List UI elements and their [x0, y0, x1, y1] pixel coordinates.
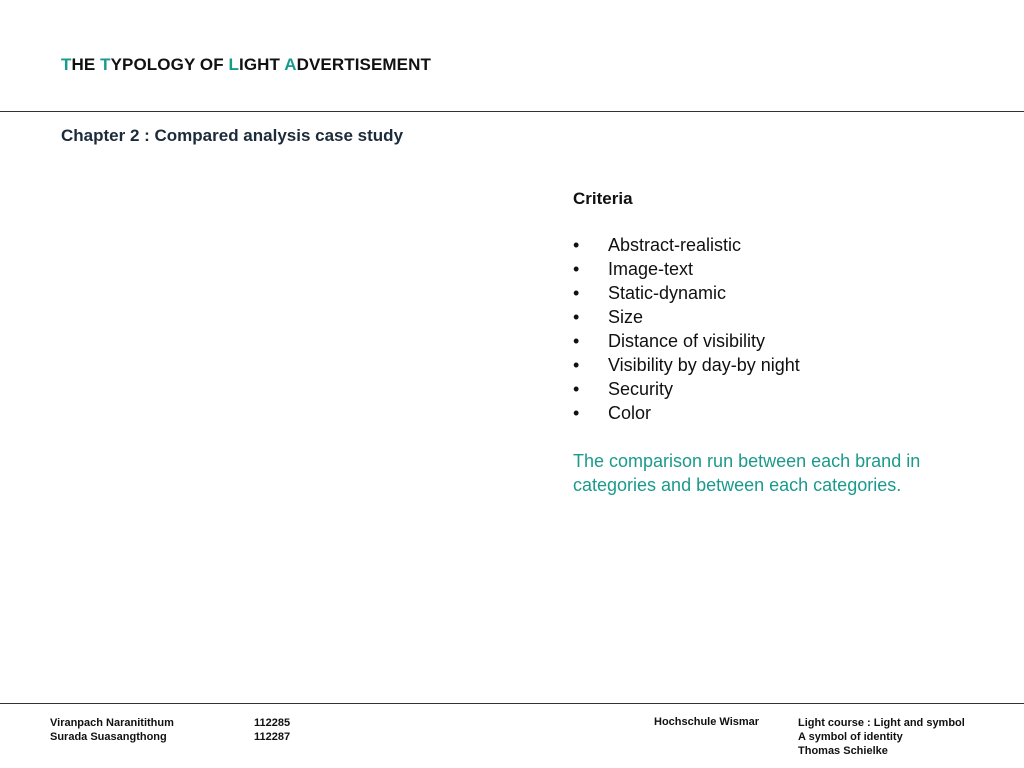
footer-school: Hochschule Wismar	[654, 716, 760, 728]
footer-course-info	[798, 716, 965, 758]
bullet-glyph: •	[573, 379, 580, 399]
title-word-advertisement: ADVERTISEMENT	[284, 55, 431, 74]
list-item: • Visibility by day-by night	[573, 355, 800, 375]
bullet-glyph: •	[573, 355, 580, 375]
presentation-title	[61, 55, 431, 75]
footer-divider	[0, 703, 1024, 704]
title-word-the: THE	[61, 55, 101, 74]
list-item: • Image-text	[573, 259, 694, 279]
student-id: 112287	[254, 731, 291, 743]
header-divider	[0, 111, 1024, 112]
bullet-glyph: •	[573, 283, 580, 303]
list-item: • Abstract-realistic	[573, 235, 742, 255]
bullet-glyph: •	[573, 331, 580, 351]
student-id: 112285	[254, 717, 291, 729]
course-line: Thomas Schielke	[798, 745, 888, 757]
criteria-heading: Criteria	[573, 189, 633, 208]
bullet-glyph: •	[573, 235, 580, 255]
title-word-light: LIGHT	[228, 55, 285, 74]
bullet-glyph: •	[573, 403, 580, 423]
title-word-typology-of: TYPOLOGY OF	[100, 55, 229, 74]
footer-author-names	[50, 716, 174, 744]
criteria-section	[573, 189, 993, 497]
footer-student-ids	[254, 716, 290, 744]
comparison-note: The comparison run between each brand in categories and between each categories.	[573, 451, 921, 495]
author-name: Surada Suasangthong	[50, 731, 167, 743]
bullet-glyph: •	[573, 307, 580, 327]
course-line: A symbol of identity	[798, 731, 903, 743]
author-name: Viranpach Naranitithum	[50, 717, 174, 729]
chapter-heading: Chapter 2 : Compared analysis case study	[61, 126, 404, 145]
list-item: • Static-dynamic	[573, 283, 727, 303]
criteria-list	[573, 233, 993, 425]
list-item: • Size	[573, 307, 644, 327]
list-item: • Color	[573, 403, 652, 423]
list-item: • Security	[573, 379, 674, 399]
course-line: Light course : Light and symbol	[798, 717, 965, 729]
bullet-glyph: •	[573, 259, 580, 279]
list-item: • Distance of visibility	[573, 331, 766, 351]
